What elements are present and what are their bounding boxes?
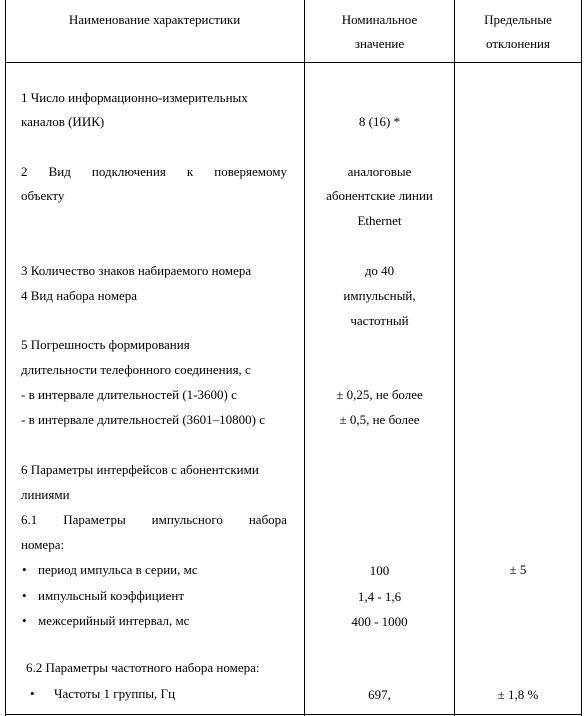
bullet1-deviation: ± 5 [509, 562, 527, 577]
row61-word-nabora: набора [248, 512, 287, 527]
row5-label-line4: - в интервале длительностей (3601–10800) с [21, 412, 266, 427]
row3-nominal: до 40 [364, 263, 395, 278]
bullet3-nominal: 400 - 1000 [351, 614, 408, 629]
bullet3-label: межсерийный интервал, мс [38, 613, 190, 628]
bullet-icon: • [22, 613, 27, 628]
header-col-nominal-line1: Номинальное [341, 12, 418, 27]
bullet1-label: период импульса в серии, мс [38, 562, 198, 577]
row4-nominal-2: частотный [350, 313, 409, 328]
row5-label-line3: - в интервале длительностей (1-3600) с [21, 387, 237, 402]
header-col-deviation-line2: отклонения [486, 36, 550, 51]
row6-label-line2: линиями [21, 487, 70, 502]
row5-label-line1: 5 Погрешность формирования [21, 337, 190, 352]
header-divider [5, 62, 582, 63]
bullet4-deviation: ± 1,8 % [497, 687, 539, 702]
row2-nominal-1: аналоговые [347, 164, 412, 179]
row1-label-line1: 1 Число информационно-измерительных [21, 90, 248, 105]
table-border-col2 [304, 0, 305, 716]
row2-word-pover: поверяемому [214, 164, 287, 179]
row62-label: 6.2 Параметры частотного набора номера: [26, 660, 260, 675]
bullet1-nominal: 100 [369, 563, 390, 578]
row5-label-line2: длительности телефонного соединения, с [21, 362, 251, 377]
table-border-col3 [454, 0, 455, 716]
bullet-icon: • [30, 686, 35, 701]
bullet4-label: Частоты 1 группы, Гц [54, 686, 176, 701]
table-border-bottom [5, 714, 582, 715]
row4-nominal-1: импульсный, [343, 288, 416, 303]
row1-nominal: 8 (16) * [358, 114, 401, 129]
row6-label-line1: 6 Параметры интерфейсов с абонентскими [21, 462, 259, 477]
header-col-characteristic: Наименование характеристики [68, 12, 241, 27]
row5-nominal-1: ± 0,25, не более [336, 387, 423, 402]
row61-number: 6.1 [21, 512, 38, 527]
row5-nominal-2: ± 0,5, не более [339, 412, 420, 427]
row3-label: 3 Количество знаков набираемого номера [21, 263, 252, 278]
bullet-icon: • [22, 588, 27, 603]
row61-label-line1 [21, 512, 287, 528]
bullet2-label: импульсный коэффициент [38, 588, 185, 603]
row2-word-k: к [186, 164, 194, 179]
header-col-deviation-line1: Предельные [484, 12, 552, 27]
row4-label: 4 Вид набора номера [21, 288, 138, 303]
row2-number: 2 [21, 164, 28, 179]
row1-label-line2: каналов (ИИК) [21, 114, 105, 129]
row2-label-line1 [21, 164, 287, 180]
row2-word-podkl: подключения [91, 164, 166, 179]
table-border-left [5, 0, 6, 716]
table-border-right [581, 0, 582, 716]
row61-word-imp: импульсного [151, 512, 223, 527]
row2-word-vid: Вид [48, 164, 71, 179]
bullet4-nominal: 697, [368, 687, 391, 702]
row2-nominal-3: Ethernet [357, 213, 402, 228]
bullet-icon: • [22, 562, 27, 577]
row2-label-line2: объекту [21, 188, 65, 203]
row61-word-params: Параметры [63, 512, 126, 527]
bullet2-nominal: 1,4 - 1,6 [357, 589, 402, 604]
header-col-nominal-line2: значение [354, 36, 405, 51]
row61-label-line2: номера: [21, 537, 65, 552]
row2-nominal-2: абонентские линии [326, 188, 433, 203]
